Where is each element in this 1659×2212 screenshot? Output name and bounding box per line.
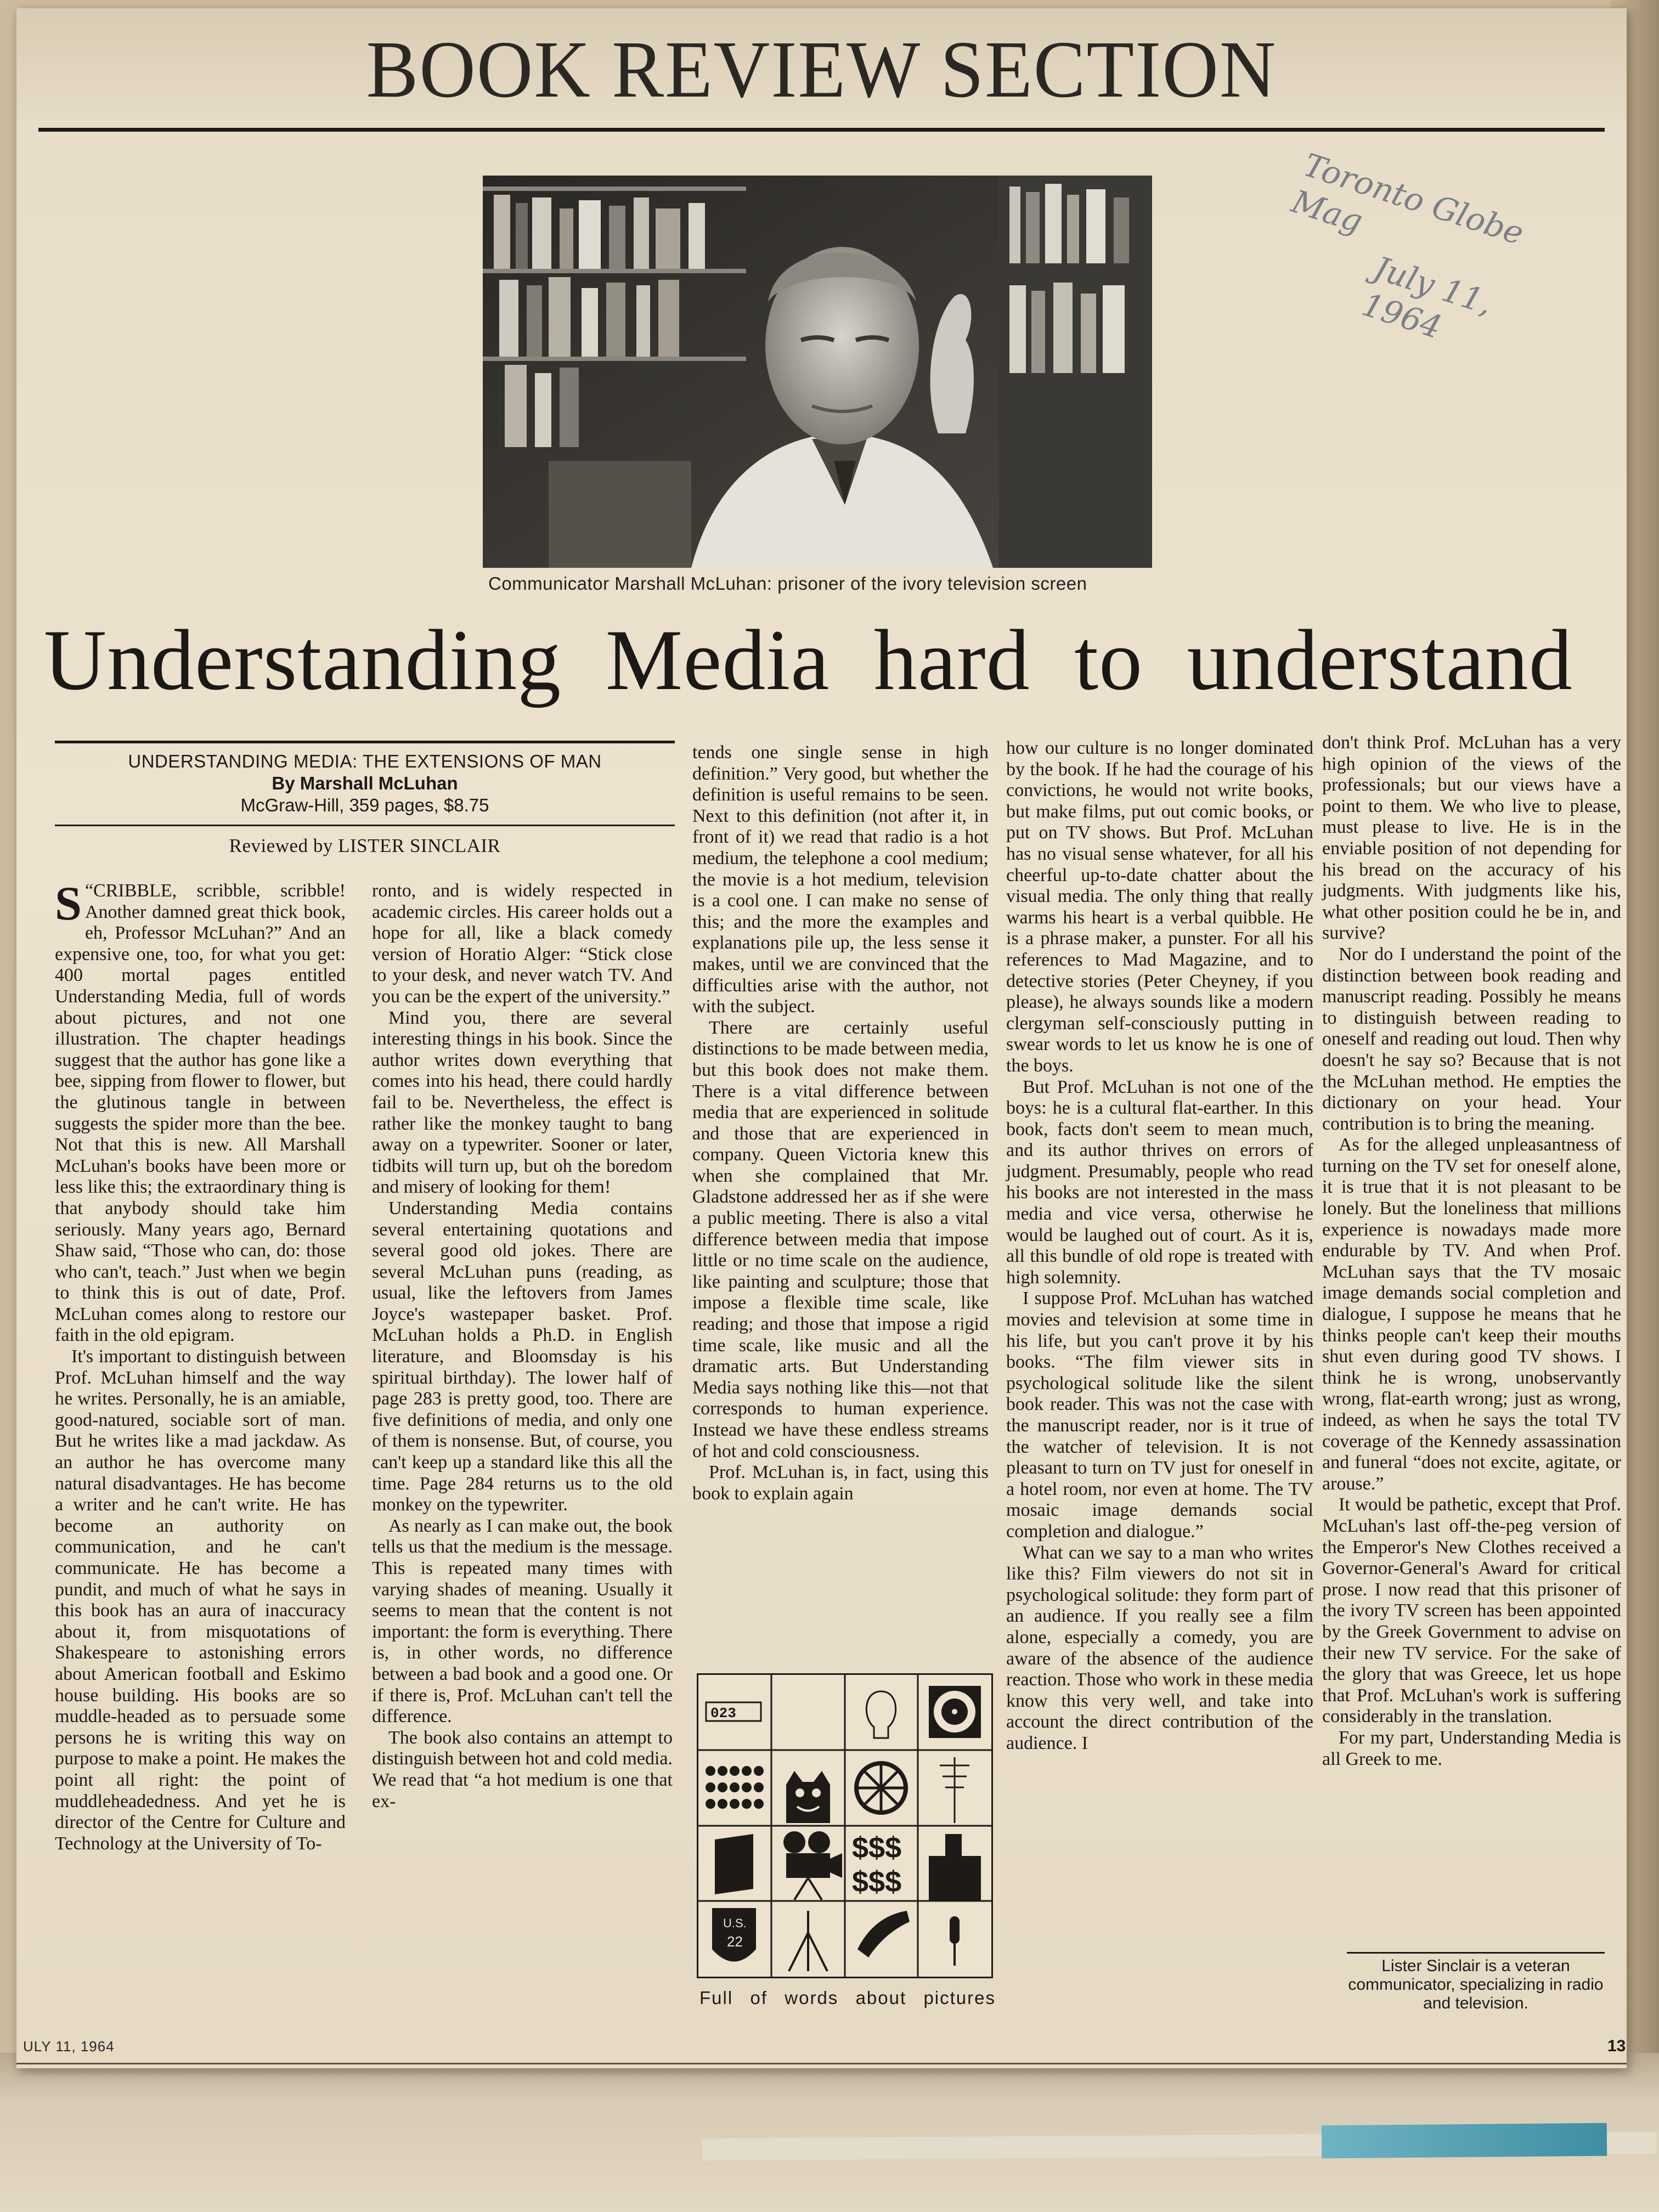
record-icon: [929, 1686, 981, 1738]
article-column-5: [1322, 732, 1621, 1770]
building-icon: [929, 1834, 981, 1901]
handwritten-note: [1244, 143, 1593, 410]
cat-cartoon-icon: [786, 1771, 830, 1823]
wheel-icon: [856, 1763, 906, 1813]
bookshelf-right: [998, 176, 1152, 568]
article-paragraph: As for the alleged unpleasantness of turning on the TV set for oneself alone, it is true that it is not pleasant to be lonely. But the loneliness that millions experience is nowadays made more endurable by TV. And when Prof. McLuhan says that the TV mosaic image demands social completion and dialogue, I suppose he means that he thinks people can't keep their mouths shut even during good TV shows. I think he is wrong, unobservantly wrong, flat-earth wrong; just as wrong, indeed, as when he says the total TV coverage of the Kennedy assassination and funeral “does not excite, agitate, or arouse.”: [1322, 1135, 1621, 1494]
article-paragraph: don't think Prof. McLuhan has a very high opinion of the views of the professionals; but our views have a point to them. We who live to please, must please to live. He is in the enviable position of not depending for his bread on the accuracy of his judgments. With judgments like his, what other position could he be in, and survive?: [1322, 732, 1621, 944]
article-paragraph: Mind you, there are several interesting things in his book. Since the author writes down everything that comes into his head, there could hardly fail to be. Nevertheless, the effect is rather like the monkey taught to bang away on a typewriter. Sooner or later, tidbits will turn up, but oh the boredom and misery of looking for them!: [372, 1007, 673, 1198]
article-paragraph: Prof. McLuhan is, in fact, using this book to explain again: [692, 1462, 989, 1504]
underlying-pages: [0, 2053, 1659, 2212]
article-paragraph: how our culture is no longer dominated by the book. If he had the courage of his convictions, he would not write books, but make films, put out comic books, or put on TV shows. But Prof. McLuhan has no visual sense whatever, for all his cheerful up-to-date chatter about the visual media. The only thing that really warms his heart is a verbal quibble. He is a phrase maker, a punster. For all his references to Mad Magazine, and to detective stories (Peter Cheyney, if you please), he always sounds like a modern clergyman self-consciously putting in swear words to let us know he is one of the boys.: [1006, 738, 1313, 1076]
lightbulb-icon: [866, 1691, 895, 1738]
handwritten-date: July 11, 1964: [1357, 249, 1497, 346]
money-text-top: $$$: [852, 1831, 902, 1864]
bio-rule: [1347, 1952, 1605, 1954]
header-rule: [38, 128, 1605, 132]
counter-icon: [706, 1702, 761, 1722]
tripod-icon: [789, 1911, 827, 1971]
article-paragraph: It's important to distinguish between Prof. McLuhan himself and the way he writes. Personally, he is an amiable, good-natured, sociable sort of man. But he writes like a mad jackdaw. As an author he has overcome many natural disadvantages. He has become a writer and he can't write. He has become an authority on communication, and he can't communicate. He has become a pundit, and much of what he says in this book has an aura of inaccuracy about it, from misquotations of Shakespeare to astonishing errors about American football and Eskimo house building. His books are so muddle-headed as to persuade some persons he is writing this way on purpose to make a point. He makes the point all right: the point of muddleheadedness. And yet he is director of the Centre for Culture and Technology at the University of To-: [55, 1346, 346, 1854]
article-paragraph: For my part, Understanding Media is all Greek to me.: [1322, 1727, 1621, 1769]
footer-date: ULY 11, 1964: [23, 2038, 115, 2055]
illustration-caption: Full of words about pictures: [699, 1988, 996, 2008]
article-paragraph: ronto, and is widely respected in academic circles. His career holds out a hope for all, like a black comedy version of Horatio Alger: “Stick close to your desk, and never watch TV. And you can be the expert of the university.”: [372, 881, 673, 1007]
article-paragraph: The book also contains an attempt to distinguish between hot and cold media. We read that “a hot medium is one that ex-: [372, 1727, 673, 1812]
counter-text: 023: [710, 1705, 736, 1722]
drop-cap: S: [55, 877, 82, 930]
footer-rule: [16, 2063, 1627, 2064]
reviewer-line: Reviewed by LISTER SINCLAIR: [229, 835, 501, 856]
article-paragraph: What can we say to a man who writes like this? Film viewers do not sit in psychological solitude: they form part of an audience. If you really see a film alone, especially a comedy, you are aware of the absence of the audience reaction. Those who work in these media know this very well, and take into account the direct contribution of the audience. I: [1006, 1542, 1313, 1753]
icon-grid-svg: [698, 1675, 991, 1977]
article-column-2: [372, 881, 673, 1812]
underlying-blue-page: [1322, 2123, 1607, 2159]
credit-rule: [55, 741, 675, 743]
abacus-icon: [706, 1766, 764, 1809]
article-paragraph: S “CRIBBLE, scribble, scribble! Another damned great thick book, eh, Professor McLuhan?” And an expensive one, too, for what you get: 400 mortal pages entitled Understanding Media, full of words about pictures, and not one illustration. The chapter headings suggest that the author has gone like a bee, sipping from flower to flower, but the glutinous tangle in between suggests the spider more than the bee. Not that this is new. All Marshall McLuhan's books have been more or less like this; the extraordinary thing is that anybody should take him seriously. Many years ago, Bernard Shaw said, “Those who can, do: those who can't, teach.” Just when we begin to think this is out of date, Prof. McLuhan comes along to restore our faith in the old epigram.: [55, 877, 346, 1346]
article-column-1: [55, 877, 346, 1854]
header-band: [16, 8, 1627, 121]
credit-rule: [55, 825, 675, 826]
newspaper-page: [16, 8, 1627, 2068]
money-text-bottom: $$$: [852, 1865, 902, 1898]
movie-camera-icon: [783, 1831, 842, 1900]
highway-sign-icon: [712, 1908, 756, 1962]
article-paragraph: Nor do I understand the point of the distinction between book reading and manuscript reading. Possibly he means to distinguish between reading to oneself and reading out loud. Then why doesn't he say so? Because that is not the McLuhan method. He empties the dictionary on your head. Your contribution is to bring the meaning.: [1322, 944, 1621, 1134]
book-title: UNDERSTANDING MEDIA: THE EXTENSIONS OF MAN: [128, 751, 602, 771]
book-author: By Marshall McLuhan: [272, 773, 458, 793]
author-photo: [483, 176, 1152, 568]
book-icon: [715, 1834, 753, 1894]
antenna-icon: [940, 1757, 969, 1823]
telephone-icon: [857, 1911, 910, 1957]
page-number: 13: [1607, 2037, 1626, 2055]
section-title: BOOK REVIEW SECTION: [366, 25, 1277, 115]
article-column-4: [1006, 738, 1313, 1754]
article-paragraph: Understanding Media contains several entertaining quotations and several good old jokes. There are several McLuhan puns (reading, as usual, like the leftovers from James Joyce's wastepaper basket. Prof. McLuhan holds a Ph.D. in English literature, and Bloomsday is his spiritual birthday). The lower half of page 283 is pretty good, too. There are five definitions of media, and only one of them is nonsense. But, of course, you can't keep up a standard like this all the time. Page 284 returns us to the old monkey on the typewriter.: [372, 1198, 673, 1515]
article-paragraph: I suppose Prof. McLuhan has watched movies and television at some time in his life, but you can't prove it by his books. “The film viewer sits in psychological solitude like the silent book reader. This was not the case with the manuscript reader, nor is it true of the watcher of television. It is not pleasant to turn on TV just for oneself in a hotel room, nor even at home. The TV mosaic image demands social completion and dialogue.”: [1006, 1288, 1313, 1542]
photo-portrait: [483, 176, 1152, 568]
article-headline: Understanding Media hard to understand: [44, 612, 1573, 708]
book-credits: [55, 741, 675, 857]
sign-text-top: U.S.: [723, 1916, 747, 1930]
article-paragraph: There are certainly useful distinctions to be made between media, but this book does not make them. There is a vital difference between media that are experienced in solitude and those that are experienced in company. Queen Victoria knew this when she complained that Mr. Gladstone addressed her as if she were a public meeting. There is also a vital difference between media that impose little or no time scale on the audience, like painting and sculpture; those that impose a flexible time scale, like reading; and those that impose a rigid time scale, like music and all the dramatic arts. But Understanding Media says nothing like this—not that corresponds to human experience. Instead we have these endless streams of hot and cold consciousness.: [692, 1017, 989, 1462]
handwritten-source: Toronto Globe Mag: [1287, 146, 1528, 252]
photo-caption: Communicator Marshall McLuhan: prisoner of the ivory television screen: [488, 573, 1087, 594]
article-column-3: [692, 742, 989, 1504]
money-icon: [852, 1831, 901, 1898]
book-publisher: McGraw-Hill, 359 pages, $8.75: [240, 795, 489, 815]
article-paragraph: But Prof. McLuhan is not one of the boys: he is a cultural flat-earther. In this book, facts don't seem to mean much, and its author thrives on errors of judgment. Presumably, people who read his books are not interested in the mass media and vice versa, otherwise he would be laughed out of court. As it is, all this bundle of old rope is treated with high solemnity.: [1006, 1076, 1313, 1288]
sign-text-bottom: 22: [727, 1933, 743, 1950]
article-paragraph: As nearly as I can make out, the book tells us that the medium is the message. This is repeated many times with varying shades of meaning. Usually it seems to mean that the content is not important: the form is everything. There is, in other words, no difference between a bad book and a good one. Or if there is, Prof. McLuhan can't tell the difference.: [372, 1515, 673, 1727]
microphone-icon: [950, 1916, 960, 1966]
reviewer-bio: Lister Sinclair is a veteran communicator, specializing in radio and television.: [1348, 1957, 1604, 2012]
desk: [549, 461, 691, 568]
article-paragraph: tends one single sense in high definition.” Very good, but whether the definition is useful remains to be seen. Next to this definition (not after it, in front of it) we read that radio is a hot medium, the telephone a cool medium; the movie is a hot medium, television is a cool one. I can make no sense of this; and the more the examples and explanations pile up, the less sense it makes, until we are convinced that the difficulties arise with the author, not with the subject.: [692, 742, 989, 1017]
media-icons-illustration: [697, 1673, 993, 1978]
article-paragraph: It would be pathetic, except that Prof. McLuhan's last off-the-peg version of the Emperor's New Clothes received a Governor-General's Award for critical prose. I now read that this prisoner of the ivory TV screen has been appointed by the Greek Government to advise on their new TV service. For the sake of the glory that was Greece, let us hope that Prof. McLuhan's work is suffering considerably in the translation.: [1322, 1494, 1621, 1727]
